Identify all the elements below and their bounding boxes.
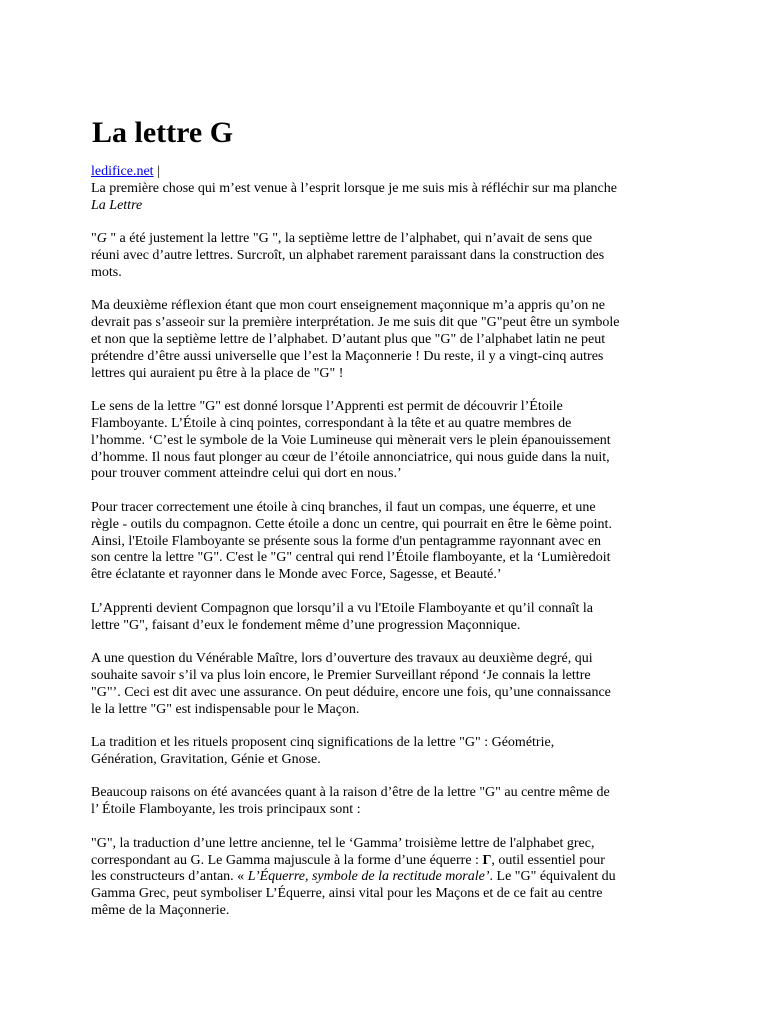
- text-line: l’homme. ‘C’est le symbole de la Voie Lumineuse qui mènerait vers le plein épanouissement: [91, 432, 611, 448]
- text-line: devrait pas s’asseoir sur la première interprétation. Je me suis dit que "G"peut être un symbole: [91, 315, 620, 331]
- document-body: [91, 164, 731, 937]
- gamma-symbol: Γ: [482, 852, 492, 868]
- text-line: même de la Maçonnerie.: [91, 903, 230, 919]
- text-line: être éclatante et rayonner dans le Monde avec Force, Sagesse, et Beauté.’: [91, 567, 502, 583]
- text-line: [91, 869, 731, 886]
- text-line: Gamma Grec, peut symboliser L’Équerre, ainsi vital pour les Maçons et de ce fait au centre: [91, 886, 603, 902]
- text-line: mots.: [91, 264, 122, 280]
- text-line: A une question du Vénérable Maître, lors d’ouverture des travaux au deuxième degré, qui: [91, 651, 593, 667]
- text-line: Génération, Gravitation, Génie et Gnose.: [91, 751, 321, 767]
- text-line: [91, 231, 731, 248]
- text-segment: , outil essentiel pour: [491, 852, 605, 868]
- planche-title-line: [91, 198, 731, 215]
- planche-title: La Lettre: [91, 197, 143, 213]
- text-line: Flamboyante. L’Étoile à cinq pointes, correspondant à la tête et au quatre membres de: [91, 415, 572, 431]
- text-segment: ": [91, 231, 97, 247]
- body-paragraph: [91, 601, 731, 635]
- text-line: lettre "G", faisant d’eux le fondement même d’une progression Maçonnique.: [91, 617, 521, 633]
- text-segment: les constructeurs d’antan. «: [91, 869, 248, 885]
- text-line: d’homme. Il nous faut plonger au cœur de l’étoile annonciatrice, qui nous guide dans la nuit,: [91, 449, 610, 465]
- source-separator: |: [157, 164, 160, 179]
- text-segment: . Le "G" équivalent du: [489, 869, 616, 885]
- intro-block: [91, 164, 731, 214]
- text-line: et non que la septième lettre de l’alphabet. D’autant plus que "G" de l’alphabet latin ne peut: [91, 331, 606, 347]
- body-paragraph: [91, 735, 731, 769]
- body-paragraph: [91, 785, 731, 819]
- text-segment: correspondant au G. Le Gamma majuscule à la forme d’une équerre :: [91, 852, 483, 868]
- text-line: l’ Étoile Flamboyante, les trois principaux sont :: [91, 802, 361, 818]
- body-paragraph: [91, 298, 731, 382]
- text-line: [91, 853, 731, 870]
- text-line: réuni avec d’autre lettres. Surcroît, un alphabet rarement paraissant dans la construction des: [91, 247, 605, 263]
- text-line: Le sens de la lettre "G" est donné lorsque l’Apprenti est permit de découvrir l’Étoile: [91, 399, 563, 415]
- text-line: "G"’. Ceci est dit avec une assurance. On peut déduire, encore une fois, qu’une connaissance: [91, 684, 611, 700]
- text-line: souhaite savoir s’il va plus loin encore, le Premier Surveillant répond ‘Je connais la lettre: [91, 667, 591, 683]
- page-title: La lettre G: [92, 116, 234, 149]
- text-line: La tradition et les rituels proposent cinq significations de la lettre "G" : Géométrie,: [91, 735, 555, 751]
- body-paragraph: [91, 231, 731, 281]
- text-line: son centre la lettre "G". C'est le "G" central qui rend l’Étoile flamboyante, et la ‘Lumièredoit: [91, 550, 611, 566]
- text-line: le la lettre "G" est indispensable pour le Maçon.: [91, 701, 360, 717]
- intro-text: La première chose qui m’est venue à l’esprit lorsque je me suis mis à réfléchir sur ma planche: [91, 180, 617, 196]
- body-paragraph: [91, 651, 731, 718]
- text-line: Beaucoup raisons on été avancées quant à la raison d’être de la lettre "G" au centre même de: [91, 785, 610, 801]
- source-link[interactable]: ledifice.net: [91, 164, 154, 179]
- text-line: Ma deuxième réflexion étant que mon court enseignement maçonnique m’a appris qu’on ne: [91, 298, 605, 314]
- body-paragraph: [91, 500, 731, 584]
- text-line: prétendre d’être aussi universelle que l’est la Maçonnerie ! Du reste, il y a vingt-cinq autres: [91, 348, 604, 364]
- emphasis-text: G: [96, 231, 107, 247]
- text-line: pour trouver comment atteindre celui qui dort en nous.’: [91, 466, 402, 482]
- text-line: Pour tracer correctement une étoile à cinq branches, il faut un compas, une équerre, et une: [91, 499, 596, 515]
- text-line: règle - outils du compagnon. Cette étoile a donc un centre, qui pourrait en être le 6ème point.: [91, 516, 612, 532]
- text-line: "G", la traduction d’une lettre ancienne, tel le ‘Gamma’ troisième lettre de l'alphabet grec,: [91, 835, 595, 851]
- text-line: Ainsi, l'Etoile Flamboyante se présente sous la forme d'un pentagramme rayonnant avec en: [91, 533, 602, 549]
- source-line: [91, 164, 731, 181]
- text-segment: " a été justement la lettre "G ", la septième lettre de l’alphabet, qui n’avait de sens que: [106, 231, 593, 247]
- emphasis-text: L’Équerre, symbole de la rectitude morale’: [247, 869, 490, 885]
- text-line: lettres qui auraient pu être à la place de "G" !: [91, 365, 344, 381]
- body-paragraph: [91, 836, 731, 920]
- body-paragraph: [91, 399, 731, 483]
- text-line: L’Apprenti devient Compagnon que lorsqu’il a vu l'Etoile Flamboyante et qu’il connaît la: [91, 600, 594, 616]
